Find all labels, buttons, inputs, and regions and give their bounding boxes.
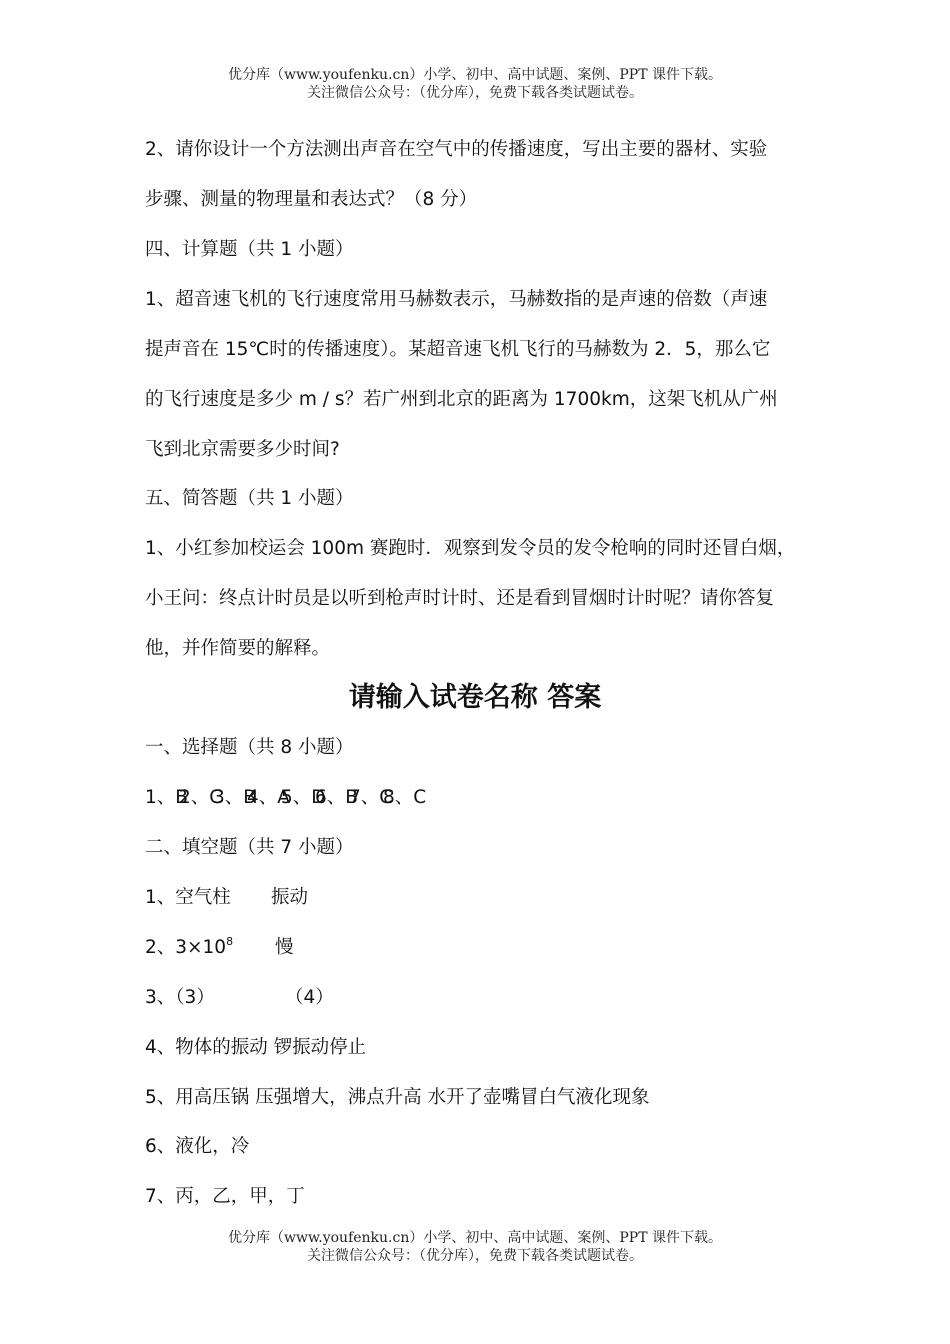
section-heading: 五、简答题（共 1 小题）: [145, 488, 354, 509]
answer-label: 1、空气柱: [145, 887, 231, 908]
choice-answer: 6、B: [315, 787, 358, 808]
choice-answer: 1、B: [145, 787, 188, 808]
answer-label: 2、3×10: [145, 937, 227, 958]
question-text: 提声音在 15℃时的传播速度）。某超音速飞机飞行的马赫数为 2．5，那么它: [145, 339, 771, 360]
fill-answer-6: 6、液化，冷: [145, 1136, 250, 1157]
fill-answer-3: [145, 986, 815, 1010]
answer-label: 3、（3）: [145, 987, 215, 1008]
question-text: 1、小红参加校运会 100m 赛跑时．观察到发令员的发令枪响的同时还冒白烟，: [145, 538, 796, 559]
choice-answers: [145, 786, 815, 810]
choice-answer: 5、D: [281, 787, 326, 808]
question-text: 1、超音速飞机的飞行速度常用马赫数表示，马赫数指的是声速的倍数（声速: [145, 289, 768, 310]
header-line-1: 优分库（www.youfenku.cn）小学、初中、高中试题、案例、PPT 课件下载。: [227, 67, 722, 83]
fill-answer-2: [145, 936, 815, 960]
footer-line-1: 优分库（www.youfenku.cn）小学、初中、高中试题、案例、PPT 课件下载。: [227, 1230, 722, 1246]
fill-answer-5: 5、用高压锅 压强增大，沸点升高 水开了壶嘴冒白气液化现象: [145, 1087, 650, 1108]
section-heading: 一、选择题（共 8 小题）: [145, 737, 354, 758]
fill-answer-4: 4、物体的振动 锣振动停止: [145, 1037, 367, 1058]
question-text: 步骤、测量的物理量和表达式？（8 分）: [145, 189, 478, 210]
choice-answer: 4、A: [247, 787, 290, 808]
exponent: 8: [226, 935, 234, 948]
choice-answer: 7、C: [349, 787, 393, 808]
answer-value: 慢: [275, 937, 294, 958]
answer-title: 请输入试卷名称 答案: [348, 682, 602, 713]
answer-value: 振动: [271, 887, 309, 908]
section-heading: 二、填空题（共 7 小题）: [145, 837, 354, 858]
answer-value: （4）: [285, 987, 334, 1008]
section-heading: 四、计算题（共 1 小题）: [145, 239, 354, 260]
question-text: 他，并作简要的解释。: [145, 638, 331, 659]
question-text: 飞到北京需要多少时间?: [145, 439, 340, 460]
fill-answer-7: 7、丙，乙，甲，丁: [145, 1186, 305, 1207]
question-text: 2、请你设计一个方法测出声音在空气中的传播速度，写出主要的器材、实验: [145, 139, 768, 160]
choice-answer: 8、C: [383, 787, 427, 808]
header-line-2: 关注微信公众号：（优分库），免费下载各类试题试卷。: [307, 85, 643, 101]
choice-answer: 3、B: [213, 787, 256, 808]
fill-answer-1: [145, 886, 815, 910]
footer-line-2: 关注微信公众号：（优分库），免费下载各类试题试卷。: [307, 1248, 643, 1264]
question-text: 小王问：终点计时员是以听到枪声时计时、还是看到冒烟时计时呢？请你答复: [145, 588, 775, 609]
page-header: [0, 66, 950, 102]
page-footer: [0, 1229, 950, 1265]
question-text: 的飞行速度是多少 m / s？若广州到北京的距离为 1700km，这架飞机从广州: [145, 389, 778, 410]
choice-answer: 2、C: [179, 787, 223, 808]
